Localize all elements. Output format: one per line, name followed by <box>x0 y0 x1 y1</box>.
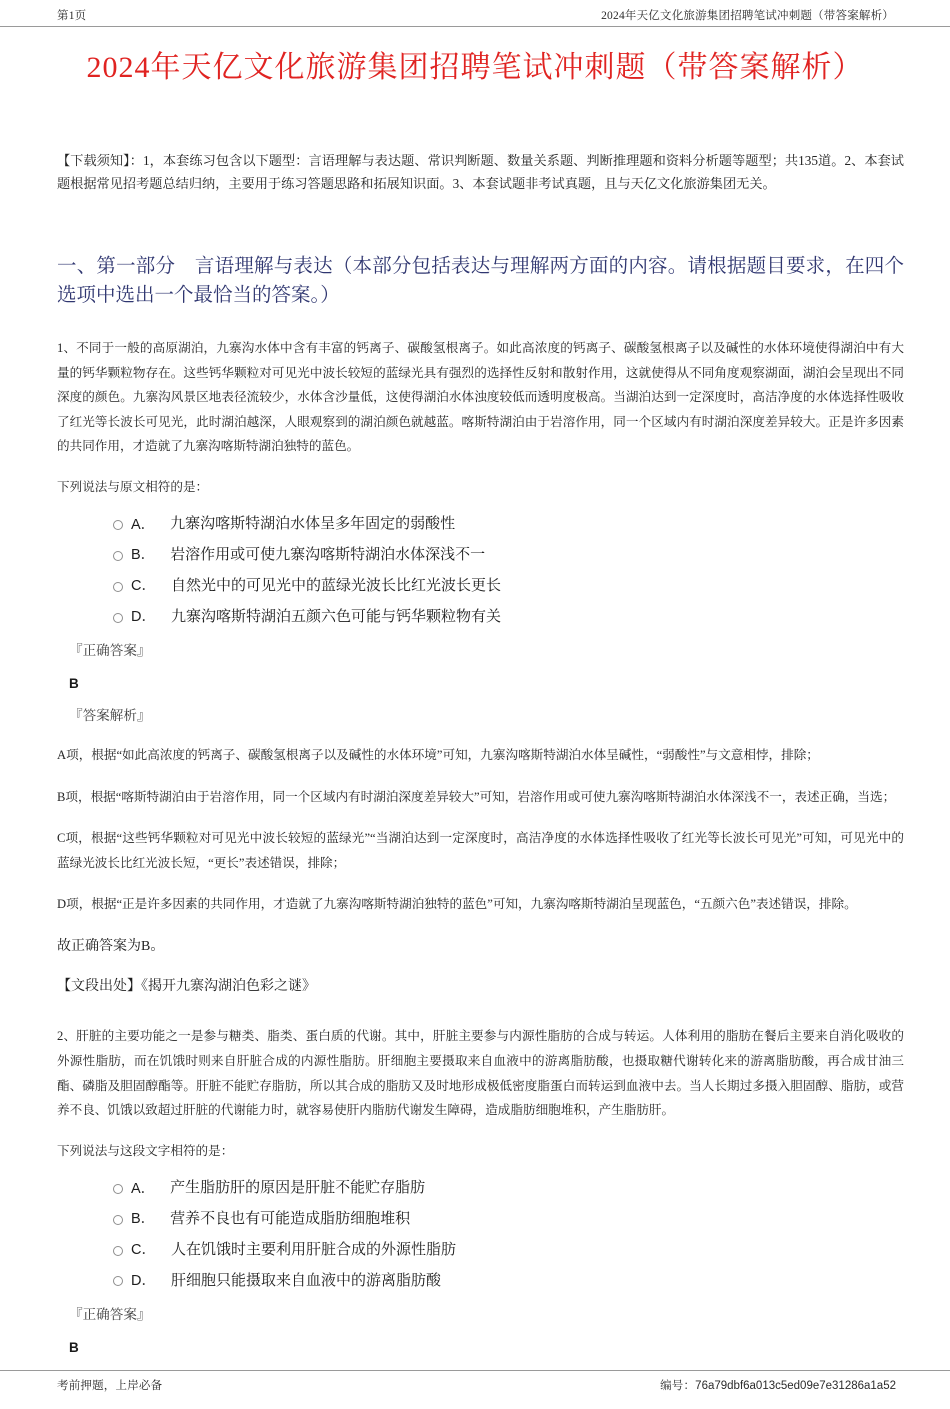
explanation-conclusion: 故正确答案为B。 <box>57 938 165 954</box>
option-letter: B． <box>131 547 156 564</box>
explanation-option-b: B项，根据“喀斯特湖泊由于岩溶作用，同一个区域内有时湖泊深度差异较大”可知，岩溶作用或可使九寨沟喀斯特湖泊水体深浅不一，表述正确，当选； <box>57 789 896 804</box>
page-footer <box>0 1370 950 1409</box>
option-letter: D． <box>131 609 156 626</box>
answer-analysis-label: 『答案解析』 <box>69 708 151 724</box>
radio-button-icon[interactable] <box>113 1184 123 1194</box>
option-letter: C． <box>131 1242 156 1259</box>
option-row-c[interactable] <box>57 574 904 600</box>
question-block-2 <box>57 1024 904 1356</box>
option-row-b[interactable] <box>57 543 904 569</box>
page-header <box>0 0 950 27</box>
explanation-option-c: C项，根据“这些钙华颗粒对可见光中波长较短的蓝绿光”“当湖泊达到一定深度时，高洁净度的水体选择性吸收了红光等长波长可见光”可知，可见光中的蓝绿光波长比红光波长短，“更长”表述错误，排除； <box>57 831 904 870</box>
correct-answer-value: B <box>69 675 79 691</box>
option-letter: D． <box>131 1273 156 1289</box>
option-letter: A． <box>131 516 156 533</box>
question-stem: 1、不同于一般的高原湖泊，九寨沟水体中含有丰富的钙离子、碳酸氢根离子。如此高浓度的钙离子、碳酸氢根离子以及碱性的水体环境使得湖泊中有大量的钙华颗粒物存在。这些钙华颗粒对可见光中波长较短的蓝绿光具有强烈的选择性反射和散射作用，这就使得从不同角度观察湖面，湖泊会呈现出不同深度的颜色。九寨沟风景区地表径流较少，水体含沙量低，这使得湖泊水体浊度较低而透明度极高。当湖泊达到一定深度时，高洁净度的水体选择性吸收了红光等长波长可见光，此时湖泊越深，人眼观察到的湖泊颜色就越蓝。喀斯特湖泊由于岩溶作用，同一个区域内有时湖泊深度差异较大。正是许多因素的共同作用，才造就了九寨沟喀斯特湖泊独特的蓝色。 <box>57 341 904 454</box>
option-text: 人在饥饿时主要利用肝脏合成的外源性脂肪 <box>170 1241 456 1258</box>
header-running-title: 2024年天亿文化旅游集团招聘笔试冲刺题（带答案解析） <box>601 10 894 22</box>
option-row-a[interactable] <box>57 512 904 538</box>
radio-button-icon[interactable] <box>113 1276 123 1286</box>
option-text: 九寨沟喀斯特湖泊五颜六色可能与钙华颗粒物有关 <box>170 608 501 625</box>
option-text: 岩溶作用或可使九寨沟喀斯特湖泊水体深浅不一 <box>170 547 486 564</box>
option-text: 九寨沟喀斯特湖泊水体呈多年固定的弱酸性 <box>170 516 456 533</box>
download-notice: 【下载须知】：1，本套练习包含以下题型：言语理解与表达题、常识判断题、数量关系题、判断推理题和资料分析题等题型；共135道。2、本套试题根据常见招考题总结归纳，主要用于练习答题思路和拓展知识面。3、本套试题非考试真题，且与天亿文化旅游集团无关。 <box>57 152 904 191</box>
option-row-c[interactable] <box>57 1238 904 1264</box>
footer-code <box>660 1377 910 1393</box>
option-letter: A． <box>131 1180 156 1197</box>
option-list <box>57 1176 904 1294</box>
option-row-b[interactable] <box>57 1207 904 1233</box>
footer-code-label: 编号： <box>660 1380 696 1393</box>
explanation-option-a: A项，根据“如此高浓度的钙离子、碳酸氢根离子以及碱性的水体环境”可知，九寨沟喀斯特湖泊水体呈碱性，“弱酸性”与文意相悖，排除； <box>57 748 819 763</box>
question-block-1 <box>57 336 904 998</box>
option-text: 产生脂肪肝的原因是肝脏不能贮存脂肪 <box>170 1180 426 1197</box>
option-row-a[interactable] <box>57 1176 904 1202</box>
option-list <box>57 512 904 630</box>
option-text: 营养不良也有可能造成脂肪细胞堆积 <box>170 1210 411 1227</box>
question-prompt: 下列说法与这段文字相符的是： <box>57 1143 234 1158</box>
option-row-d[interactable] <box>57 1269 904 1295</box>
correct-answer-label: 『正确答案』 <box>69 1307 151 1323</box>
page-title: 2024年天亿文化旅游集团招聘笔试冲刺题（带答案解析） <box>86 51 864 84</box>
radio-button-icon[interactable] <box>113 1215 123 1225</box>
option-text: 肝细胞只能摄取来自血液中的游离脂肪酸 <box>170 1272 441 1289</box>
radio-button-icon[interactable] <box>113 613 123 623</box>
document-body <box>0 87 950 1371</box>
section-heading-part-one: 一、第一部分 言语理解与表达（本部分包括表达与理解两方面的内容。请根据题目要求，在四个选项中选出一个最恰当的答案。） <box>57 255 904 306</box>
explanation-option-d: D项，根据“正是许多因素的共同作用，才造就了九寨沟喀斯特湖泊独特的蓝色”可知，九寨沟喀斯特湖泊呈现蓝色，“五颜六色”表述错误，排除。 <box>57 897 857 912</box>
correct-answer-value: B <box>69 1339 79 1355</box>
radio-button-icon[interactable] <box>113 582 123 592</box>
radio-button-icon[interactable] <box>113 1246 123 1256</box>
page-number-label: 第1页 <box>57 10 87 22</box>
question-prompt: 下列说法与原文相符的是： <box>57 479 209 494</box>
radio-button-icon[interactable] <box>113 551 123 561</box>
correct-answer-label: 『正确答案』 <box>69 643 151 659</box>
footer-slogan: 考前押题，上岸必备 <box>57 1380 163 1393</box>
passage-source: 【文段出处】《揭开九寨沟湖泊色彩之谜》 <box>57 978 316 994</box>
option-row-d[interactable] <box>57 605 904 631</box>
question-stem: 2、肝脏的主要功能之一是参与糖类、脂类、蛋白质的代谢。其中，肝脏主要参与内源性脂肪的合成与转运。人体利用的脂肪在餐后主要来自消化吸收的外源性脂肪，而在饥饿时则来自肝脏合成的内源性脂肪。肝细胞主要摄取来自血液中的游离脂肪酸，也摄取糖代谢转化来的游离脂肪酸，再合成甘油三酯、磷脂及胆固醇酯等。肝脏不能贮存脂肪，所以其合成的脂肪又及时地形成极低密度脂蛋白而转运到血液中去。当人长期过多摄入胆固醇、脂肪，或营养不良、饥饿以致超过肝脏的代谢能力时，就容易使肝内脂肪代谢发生障碍，造成脂肪细胞堆积，产生脂肪肝。 <box>57 1029 904 1118</box>
option-letter: B． <box>131 1211 156 1228</box>
option-letter: C． <box>131 578 156 595</box>
radio-button-icon[interactable] <box>113 520 123 530</box>
footer-code-value: 76a79dbf6a013c5ed09e7e31286a1a52 <box>695 1380 896 1393</box>
option-text: 自然光中的可见光中的蓝绿光波长比红光波长更长 <box>170 577 501 594</box>
